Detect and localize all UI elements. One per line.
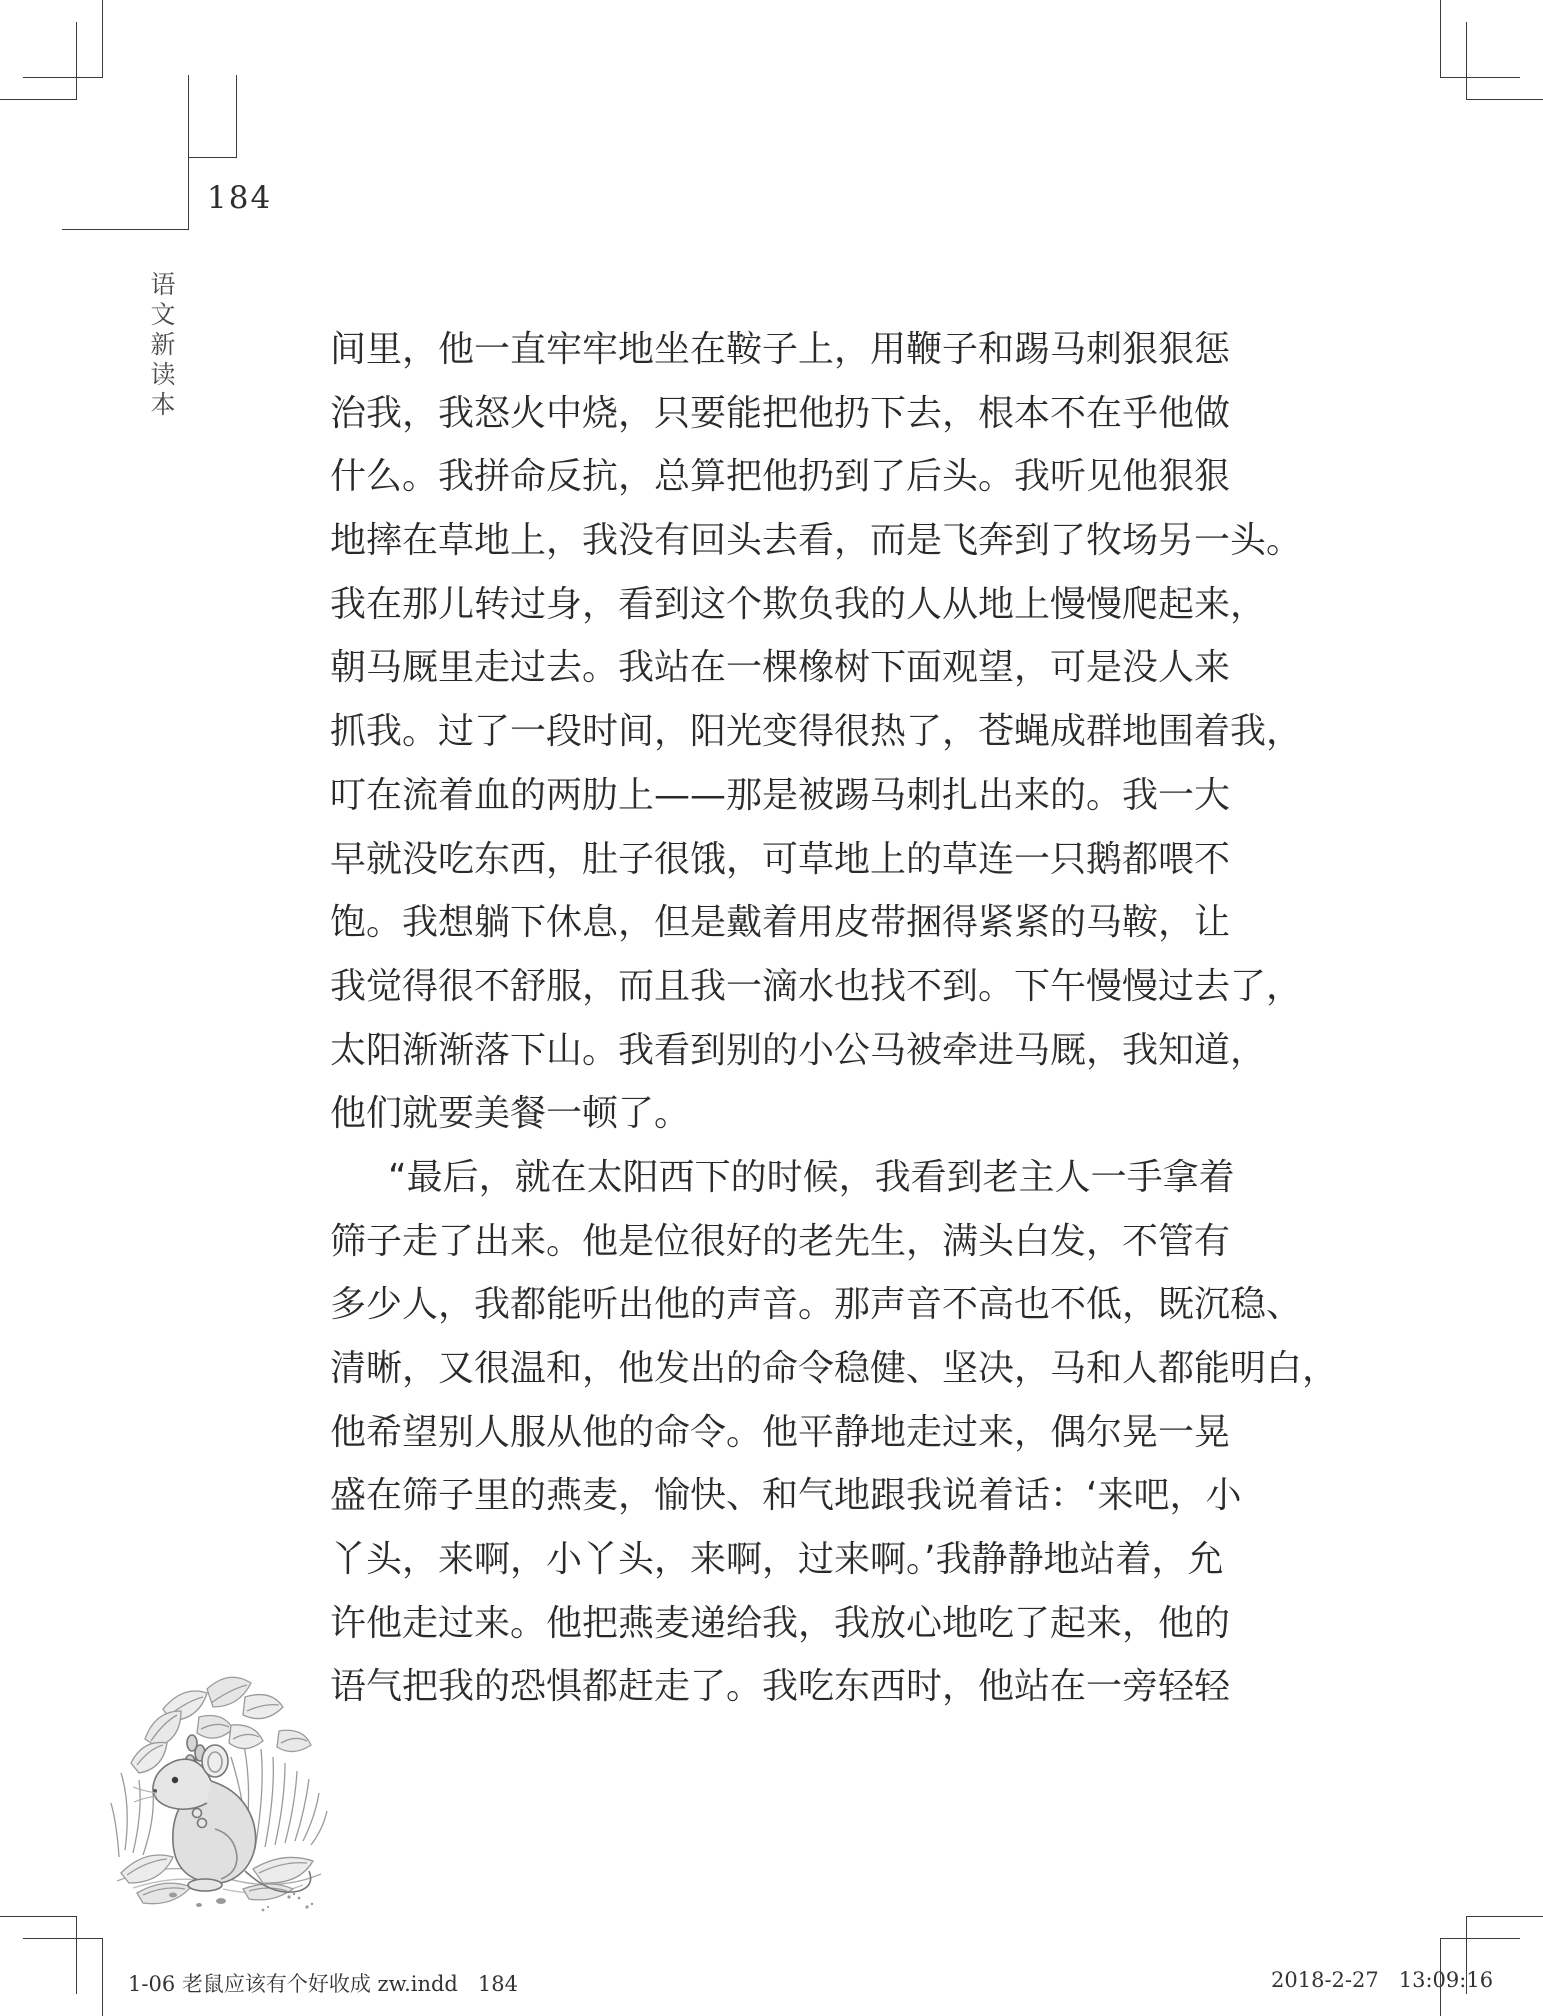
body-line: 治我，我怒火中烧，只要能把他扔下去，根本不在乎他做: [330, 392, 1231, 434]
crop-mark: [102, 0, 103, 78]
crop-mark: [76, 22, 77, 100]
crop-mark: [23, 1938, 103, 1939]
crop-mark: [188, 157, 237, 158]
crop-mark: [236, 75, 237, 158]
crop-mark: [62, 229, 189, 230]
body-line: 朝马厩里走过去。我站在一棵橡树下面观望，可是没人来: [330, 647, 1231, 689]
crop-mark: [1440, 0, 1441, 78]
crop-mark: [188, 75, 189, 230]
body-line: “最后，就在太阳西下的时候，我看到老主人一手拿着: [388, 1156, 1235, 1198]
body-line: 多少人，我都能听出他的声音。那声音不高也不低，既沉稳、: [330, 1284, 1303, 1326]
mouse-illustration: [103, 1645, 335, 1917]
body-line: 筛子走了出来。他是位很好的老先生，满头白发，不管有: [330, 1220, 1231, 1262]
body-line: 饱。我想躺下休息，但是戴着用皮带捆得紧紧的马鞍，让: [330, 902, 1231, 944]
crop-mark: [1440, 77, 1520, 78]
body-line: 抓我。过了一段时间，阳光变得很热了，苍蝇成群地围着我，: [330, 711, 1303, 753]
footer-filename: 1-06 老鼠应该有个好收成 zw.indd 184: [128, 1972, 518, 1996]
body-line: 太阳渐渐落下山。我看到别的小公马被牵进马厩，我知道，: [330, 1029, 1267, 1071]
crop-mark: [0, 99, 77, 100]
body-line: 盛在筛子里的燕麦，愉快、和气地跟我说着话：‘来吧，小: [330, 1475, 1242, 1517]
body-line: 清晰，又很温和，他发出的命令稳健、坚决，马和人都能明白，: [330, 1348, 1339, 1389]
body-line: 我觉得很不舒服，而且我一滴水也找不到。下午慢慢过去了，: [330, 965, 1303, 1007]
crop-mark: [23, 77, 103, 78]
body-line: 间里，他一直牢牢地坐在鞍子上，用鞭子和踢马刺狠狠惩: [330, 329, 1231, 370]
footer-timestamp: 2018-2-27 13:09:16: [1271, 1968, 1494, 1992]
body-line: 许他走过来。他把燕麦递给我，我放心地吃了起来，他的: [330, 1602, 1231, 1644]
crop-mark: [102, 1938, 103, 2016]
body-line: 丫头，来啊，小丫头，来啊，过来啊。’我静静地站着，允: [330, 1539, 1224, 1581]
body-line: 早就没吃东西，肚子很饿，可草地上的草连一只鹅都喂不: [330, 838, 1231, 880]
book-series-title: 语文新读本: [147, 271, 176, 421]
body-line: 叮在流着血的两肋上——那是被踢马刺扎出来的。我一大: [330, 774, 1231, 816]
body-line: 地摔在草地上，我没有回头去看，而是飞奔到了牧场另一头。: [330, 520, 1303, 562]
crop-mark: [1466, 22, 1467, 100]
body-line: 什么。我拼命反抗，总算把他扔到了后头。我听见他狠狠: [330, 456, 1231, 498]
crop-mark: [76, 1916, 77, 1994]
page-number: 184: [207, 180, 273, 216]
body-line: 语气把我的恐惧都赶走了。我吃东西时，他站在一旁轻轻: [330, 1666, 1231, 1708]
body-text: [330, 318, 1339, 1719]
body-line: 他希望别人服从他的命令。他平静地走过来，偶尔晃一晃: [330, 1411, 1231, 1453]
crop-mark: [1440, 1938, 1520, 1939]
crop-mark: [1466, 99, 1543, 100]
body-line: 我在那儿转过身，看到这个欺负我的人从地上慢慢爬起来，: [330, 583, 1267, 625]
crop-mark: [1466, 1916, 1543, 1917]
body-line: 他们就要美餐一顿了。: [330, 1093, 691, 1135]
crop-mark: [0, 1916, 77, 1917]
